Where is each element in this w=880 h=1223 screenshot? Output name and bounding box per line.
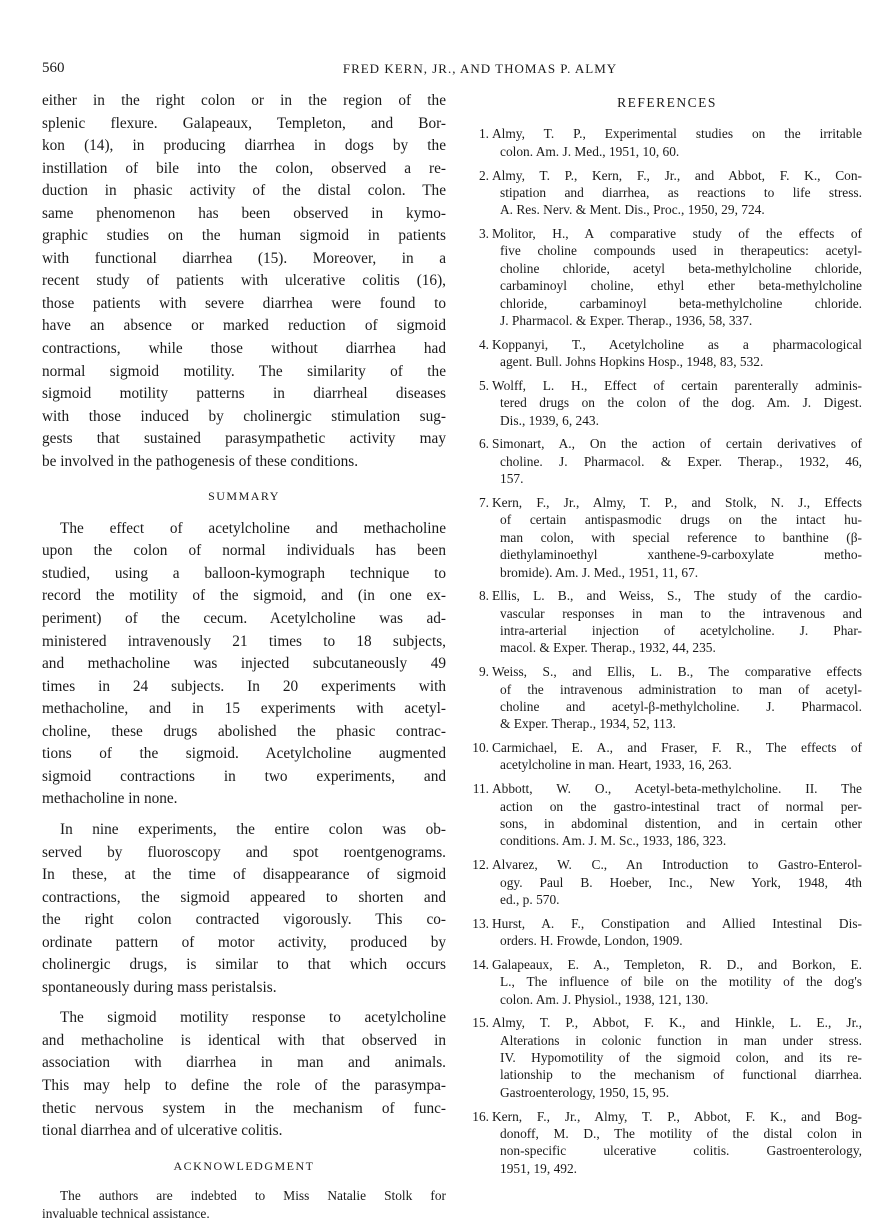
reference-line: Alvarez, W. C., An Introduction to Gastro-Enterol- <box>492 857 862 873</box>
reference-item <box>472 856 862 908</box>
reference-line: acetylcholine in man. Heart, 1933, 16, 263. <box>500 757 732 773</box>
reference-line: agent. Bull. Johns Hopkins Hosp., 1948, 83, 532. <box>500 354 764 370</box>
reference-item <box>472 956 862 1008</box>
reference-item <box>472 377 862 429</box>
reference-line: action on the gastro-intestinal tract of normal per- <box>500 798 862 814</box>
reference-line: vascular responses in man to the intravenous and <box>500 605 862 621</box>
reference-number: 4. <box>478 336 489 352</box>
text-line: those patients with severe diarrhea were found to <box>42 294 446 312</box>
reference-line: Galapeaux, E. A., Templeton, R. D., and Borkon, E. <box>492 956 862 972</box>
reference-line: lationship to the mechanism of functional diarrhea. <box>500 1067 862 1083</box>
reference-item <box>472 225 862 329</box>
reference-line: Kern, F., Jr., Almy, T. P., and Stolk, N. J., Effects <box>492 494 862 510</box>
reference-number: 10. <box>472 740 489 756</box>
reference-line: Almy, T. P., Experimental studies on the irritable <box>492 126 862 142</box>
text-line: be involved in the pathogenesis of these conditions. <box>42 452 359 470</box>
reference-item <box>472 663 862 733</box>
text-line: the right colon contracted vigorously. This co- <box>42 911 446 929</box>
reference-number: 7. <box>478 494 489 510</box>
reference-item <box>472 125 862 160</box>
text-line: The sigmoid motility response to acetylcholine <box>60 1009 446 1027</box>
reference-line: choline. J. Pharmacol. & Exper. Therap., 1932, 46, <box>500 453 862 469</box>
reference-line: Hurst, A. F., Constipation and Allied Intestinal Dis- <box>492 915 862 931</box>
reference-line: & Exper. Therap., 1934, 52, 113. <box>500 716 676 732</box>
text-line: same phenomenon has been observed in kymo- <box>42 204 446 222</box>
reference-line: Abbott, W. O., Acetyl-beta-methylcholine. II. The <box>492 781 862 797</box>
reference-line: conditions. Am. J. M. Sc., 1933, 186, 323. <box>500 833 727 849</box>
reference-line: Gastroenterology, 1950, 15, 95. <box>500 1084 670 1100</box>
text-line: sigmoid contractions in two experiments, and <box>42 767 446 785</box>
text-line: ordinate pattern of motor activity, produced by <box>42 933 446 951</box>
reference-line: macol. & Exper. Therap., 1932, 44, 235. <box>500 640 716 656</box>
section-heading: ACKNOWLEDGMENT <box>173 1158 315 1173</box>
text-line: and methacholine was injected subcutaneously 49 <box>42 655 446 673</box>
reference-item <box>472 587 862 657</box>
text-line: gests that sustained parasympathetic activity may <box>42 430 446 448</box>
reference-line: Ellis, L. B., and Weiss, S., The study of the cardio- <box>492 588 862 604</box>
text-line: served by fluoroscopy and spot roentgenograms. <box>42 843 446 861</box>
reference-item <box>472 780 862 850</box>
reference-line: carbaminoyl choline, ethyl ether beta-methylcholine <box>500 278 862 294</box>
reference-line: five choline compounds used in therapeutics: acetyl- <box>500 243 862 259</box>
reference-line: choline and acetyl-β-methylcholine. J. Pharmacol. <box>500 698 862 714</box>
reference-item <box>472 167 862 219</box>
reference-line: colon. Am. J. Med., 1951, 10, 60. <box>500 143 680 159</box>
running-title: FRED KERN, JR., AND THOMAS P. ALMY <box>342 61 618 76</box>
text-line: normal sigmoid motility. The similarity of the <box>42 362 446 380</box>
text-line: have an absence or marked reduction of sigmoid <box>42 317 446 335</box>
reference-line: ogy. Paul B. Hoeber, Inc., New York, 1948, 4th <box>500 874 862 890</box>
text-line: kon (14), in producing diarrhea in dogs by the <box>42 137 446 155</box>
reference-line: of the intravenous administration to man of acetyl- <box>500 681 862 697</box>
reference-line: Almy, T. P., Abbot, F. K., and Hinkle, L. E., Jr., <box>492 1015 862 1031</box>
reference-line: A. Res. Nerv. & Ment. Dis., Proc., 1950, 29, 724. <box>500 202 765 218</box>
section-heading: SUMMARY <box>208 489 280 504</box>
text-line: In these, at the time of disappearance of sigmoid <box>42 866 446 884</box>
text-line: graphic studies on the human sigmoid in patients <box>42 227 446 245</box>
reference-line: intra-arterial injection of acetylcholine. J. Phar- <box>500 623 862 639</box>
text-line: methacholine, and in 15 experiments with acetyl- <box>42 700 446 718</box>
references-column <box>472 94 862 1184</box>
reference-line: chloride, carbaminoyl beta-methylcholine chloride. <box>500 295 862 311</box>
reference-number: 2. <box>478 167 489 183</box>
reference-line: Kern, F., Jr., Almy, T. P., Abbot, F. K., and Bog- <box>492 1108 862 1124</box>
reference-line: non-specific ulcerative colitis. Gastroenterology, <box>500 1143 862 1159</box>
reference-item <box>472 739 862 774</box>
references-heading: REFERENCES <box>617 95 717 110</box>
reference-number: 15. <box>472 1015 489 1031</box>
text-line: duction in phasic activity of the distal colon. The <box>42 182 446 200</box>
reference-list <box>472 125 862 1177</box>
text-line: choline, these drugs abolished the phasic contrac- <box>42 722 446 740</box>
reference-line: 157. <box>500 471 524 487</box>
text-line: with functional diarrhea (15). Moreover, in a <box>42 249 446 267</box>
reference-line: donoff, M. D., The motility of the distal colon in <box>500 1125 862 1141</box>
reference-line: stipation and diarrhea, as reactions to life stress. <box>500 184 862 200</box>
text-line: The authors are indebted to Miss Natalie Stolk for <box>60 1188 446 1204</box>
reference-item <box>472 1014 862 1101</box>
reference-line: J. Pharmacol. & Exper. Therap., 1936, 58, 337. <box>500 313 753 329</box>
text-line: either in the right colon or in the region of the <box>42 92 446 109</box>
reference-number: 3. <box>478 226 489 242</box>
reference-number: 8. <box>478 588 489 604</box>
text-line: recent study of patients with ulcerative colitis (16), <box>42 272 446 290</box>
body-paragraph <box>42 819 446 999</box>
reference-line: man colon, with special reference to banthine (β- <box>500 529 862 545</box>
text-line: cholinergic drugs, is similar to that which occurs <box>42 956 446 974</box>
reference-item <box>472 915 862 950</box>
reference-line: 1951, 19, 492. <box>500 1160 577 1176</box>
text-line: The effect of acetylcholine and methacholine <box>60 519 446 537</box>
text-line: times in 24 subjects. In 20 experiments with <box>42 677 446 695</box>
text-line: tions of the sigmoid. Acetylcholine augmented <box>42 745 446 763</box>
body-paragraph <box>42 518 446 811</box>
text-line: periment) of the cecum. Acetylcholine was ad- <box>42 610 446 628</box>
reference-line: sons, in abdominal distention, and in certain other <box>500 816 862 831</box>
reference-line: diethylaminoethyl xanthene-9-carboxylate metho- <box>500 547 862 563</box>
reference-line: of certain antispasmodic drugs on the intact hu- <box>500 512 862 528</box>
reference-line: Wolff, L. H., Effect of certain parenterally adminis- <box>492 377 862 393</box>
reference-line: Carmichael, E. A., and Fraser, F. R., The effects of <box>492 740 862 756</box>
text-line: This may help to define the role of the parasympa- <box>42 1076 446 1094</box>
reference-number: 16. <box>472 1108 489 1124</box>
reference-line: tered drugs on the colon of the dog. Am. J. Digest. <box>500 395 862 411</box>
text-line: upon the colon of normal individuals has been <box>42 542 446 560</box>
reference-number: 9. <box>478 664 489 680</box>
reference-line: Weiss, S., and Ellis, L. B., The comparative effects <box>492 664 862 680</box>
text-line: and methacholine is identical with that observed in <box>42 1031 446 1049</box>
reference-number: 14. <box>472 956 489 972</box>
reference-item <box>472 435 862 487</box>
text-line: methacholine in none. <box>42 790 178 808</box>
text-line: contractions, while those without diarrhea had <box>42 340 446 358</box>
reference-line: Koppanyi, T., Acetylcholine as a pharmacological <box>492 336 862 352</box>
body-paragraph <box>42 1007 446 1142</box>
text-line: thetic nervous system in the mechanism of func- <box>42 1099 446 1117</box>
reference-item <box>472 1108 862 1178</box>
reference-line: Simonart, A., On the action of certain derivatives of <box>492 436 862 452</box>
reference-number: 13. <box>472 915 489 931</box>
reference-line: Almy, T. P., Kern, F., Jr., and Abbot, F. K., Con- <box>492 167 862 183</box>
body-paragraph <box>42 90 446 473</box>
text-line: sigmoid motility patterns in diarrheal diseases <box>42 385 446 403</box>
text-line: with those induced by cholinergic stimulation sug- <box>42 407 446 425</box>
text-line: invaluable technical assistance. <box>42 1206 210 1222</box>
reference-number: 1. <box>478 126 489 142</box>
reference-item <box>472 336 862 371</box>
left-column <box>42 90 446 1223</box>
text-line: tional diarrhea and of ulcerative colitis. <box>42 1122 283 1140</box>
text-line: studied, using a balloon-kymograph technique to <box>42 564 446 582</box>
reference-line: orders. H. Frowde, London, 1909. <box>500 933 683 949</box>
page-number: 560 <box>42 60 65 76</box>
reference-number: 11. <box>472 781 489 797</box>
text-line: spontaneously during mass peristalsis. <box>42 978 277 996</box>
reference-number: 12. <box>472 857 489 873</box>
reference-line: IV. Hypomotility of the sigmoid colon, and its re- <box>500 1050 862 1066</box>
reference-line: Dis., 1939, 6, 243. <box>500 412 599 428</box>
text-line: splenic flexure. Galapeaux, Templeton, and Bor- <box>42 114 446 132</box>
reference-line: Alterations in colonic function in man under stress. <box>500 1032 862 1048</box>
text-line: record the motility of the sigmoid, and (in one ex- <box>42 587 446 605</box>
reference-line: bromide). Am. J. Med., 1951, 11, 67. <box>500 564 699 580</box>
text-line: association with diarrhea in man and animals. <box>42 1054 446 1072</box>
reference-line: L., The influence of bile on the motility of the dog's <box>500 974 862 990</box>
text-line: In nine experiments, the entire colon was ob- <box>60 820 446 838</box>
reference-line: choline chloride, acetyl beta-methylcholine chloride, <box>500 260 862 276</box>
reference-line: colon. Am. J. Physiol., 1938, 121, 130. <box>500 991 709 1007</box>
text-line: instillation of bile into the colon, observed a re- <box>42 159 446 177</box>
acknowledgment-paragraph <box>42 1187 446 1223</box>
reference-line: Molitor, H., A comparative study of the effects of <box>492 226 862 242</box>
reference-number: 5. <box>478 377 489 393</box>
text-line: contractions, the sigmoid appeared to shorten and <box>42 888 446 906</box>
text-line: ministered intravenously 21 times to 18 subjects, <box>42 632 446 650</box>
reference-item <box>472 494 862 581</box>
reference-number: 6. <box>478 436 489 452</box>
reference-line: ed., p. 570. <box>500 891 560 907</box>
